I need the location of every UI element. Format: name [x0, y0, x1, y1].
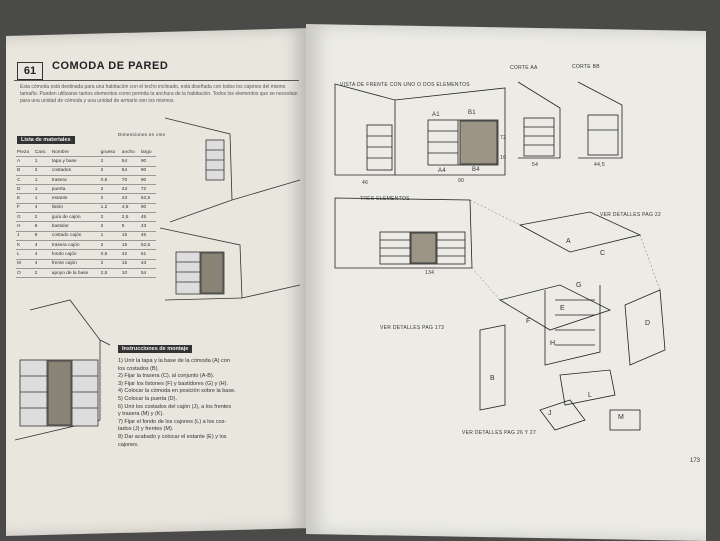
intro-text: Esta cómoda está destinada para una habitación con el techo inclinado, está diseñada con todos los cajones del mismo tamaño. Pueden utilizarse tantos elementos como permita la anchura de la habitación. Todos los elementos que se necesitan para una unidad de cómoda y una unidad de armario son los mismos.: [20, 84, 298, 104]
front-view-label: VISTA DE FRENTE CON UNO O DOS ELEMENTOS: [340, 82, 470, 88]
col-nombre: Nombre: [51, 148, 100, 157]
instruction-line: tados (J) y frentes (M).: [118, 426, 174, 433]
table-cell: 8: [34, 231, 51, 240]
table-cell: 1: [34, 194, 51, 203]
table-cell: listón: [51, 203, 100, 212]
table-cell: 2: [34, 213, 51, 222]
table-cell: 6: [34, 222, 51, 231]
table-cell: 2: [100, 259, 121, 268]
table-cell: 90: [140, 166, 156, 175]
table-cell: 52,5: [140, 240, 156, 249]
table-cell: 90: [140, 175, 156, 184]
dim-10: 10: [500, 155, 507, 161]
table-cell: D: [16, 185, 34, 194]
table-cell: 4: [34, 250, 51, 259]
dim-44: 44,5: [594, 162, 605, 168]
table-cell: trasera: [51, 175, 100, 184]
corte-aa-label: CORTE AA: [510, 65, 538, 71]
detail-22-label: VER DETALLES PAG 22: [600, 212, 662, 218]
exploded-door: [625, 290, 665, 365]
col-ancho: ancho: [121, 148, 140, 157]
part-label-a: A: [566, 238, 571, 245]
table-cell: 2: [100, 157, 121, 166]
table-cell: M: [16, 259, 34, 268]
table-cell: 4,5: [121, 203, 140, 212]
table-cell: fondo cajón: [51, 250, 100, 259]
table-cell: G: [16, 213, 34, 222]
table-cell: 43: [121, 194, 140, 203]
part-label-l: L: [588, 392, 593, 399]
exploded-side-panel: [480, 325, 505, 410]
table-cell: 72: [140, 185, 156, 194]
table-cell: 42: [121, 250, 140, 259]
part-label-e: E: [560, 305, 565, 312]
table-cell: 51: [140, 250, 156, 259]
exploded-drawers: [545, 285, 600, 365]
part-label-j: J: [548, 410, 552, 417]
table-cell: 2: [100, 222, 121, 231]
table-cell: 43: [121, 185, 140, 194]
table-cell: 15: [121, 231, 140, 240]
table-cell: estante: [51, 194, 100, 203]
table-cell: O: [16, 268, 34, 277]
front-view-single: [335, 84, 395, 175]
table-cell: E: [16, 194, 34, 203]
instruction-line: 1) Unir la tapa y la base de la cómoda (A) con: [118, 358, 230, 364]
table-cell: 15: [121, 240, 140, 249]
part-label-c: C: [600, 250, 606, 257]
instruction-line: 2) Fijar la trasera (C), al conjunto (A-B).: [118, 373, 215, 380]
part-label-d: D: [645, 320, 651, 327]
section-bb: [578, 82, 622, 158]
table-cell: apoyo de la base: [51, 268, 100, 277]
exploded-drawer-box: [560, 370, 615, 405]
table-cell: A: [16, 157, 34, 166]
table-cell: 1: [34, 175, 51, 184]
instruction-line: 6) Unir los costados del cajón (J), a los frentes: [118, 403, 232, 410]
page-number: 173: [690, 458, 701, 464]
table-cell: 5: [121, 222, 140, 231]
instruction-line: 4) Colocar la cómoda en posición sobre la base.: [118, 388, 236, 395]
table-cell: 54: [121, 157, 140, 166]
dim-54: 54: [532, 162, 539, 168]
col-largo: largo: [140, 148, 156, 157]
detail-26-label: VER DETALLES PAG 26 Y 27: [462, 430, 537, 436]
table-cell: 1: [34, 185, 51, 194]
exploded-top-panel: [520, 212, 640, 252]
part-label-a1: A1: [432, 112, 440, 118]
table-cell: 43: [140, 259, 156, 268]
instruction-line: los costados (B).: [118, 365, 159, 372]
table-cell: 4: [34, 203, 51, 212]
table-cell: tapa y base: [51, 157, 100, 166]
table-cell: frente cajón: [51, 259, 100, 268]
table-cell: 45: [140, 231, 156, 240]
table-cell: puerta: [51, 185, 100, 194]
table-cell: 54: [140, 268, 156, 277]
part-label-m: M: [618, 414, 625, 421]
detail-173-label: VER DETALLES PAG 173: [380, 325, 445, 331]
part-label-g: G: [576, 282, 582, 289]
table-cell: 10: [121, 268, 140, 277]
table-cell: 2,5: [100, 268, 121, 277]
table-cell: 4: [34, 240, 51, 249]
part-label-b1: B1: [468, 110, 476, 116]
table-cell: costados: [51, 166, 100, 175]
table-cell: 45: [140, 213, 156, 222]
col-grueso: grueso: [100, 148, 121, 157]
instruction-line: 7) Fijar el fondo de los cajones (L) a los cos-: [118, 418, 227, 425]
table-cell: 2: [100, 166, 121, 175]
table-cell: L: [16, 250, 34, 259]
part-label-f: F: [526, 318, 531, 325]
table-cell: 2: [100, 194, 121, 203]
part-label-h: H: [550, 340, 556, 347]
table-cell: H: [16, 222, 34, 231]
col-pieza: Pieza: [16, 148, 34, 157]
table-cell: 4: [34, 259, 51, 268]
table-cell: bastidor: [51, 222, 100, 231]
table-cell: 1: [34, 157, 51, 166]
table-cell: J: [16, 231, 34, 240]
table-cell: F: [16, 203, 34, 212]
table-cell: 0,6: [100, 250, 121, 259]
instruction-line: 3) Fijar los listones (F) y bastidores (G) y (H).: [118, 380, 229, 387]
project-number: 61: [17, 62, 43, 80]
three-elements-view: [335, 198, 472, 268]
part-label-a4: A4: [438, 168, 446, 174]
table-cell: 2,5: [121, 213, 140, 222]
table-cell: costado cajón: [51, 231, 100, 240]
instruction-line: y trasera (M) y (K).: [118, 411, 164, 418]
table-cell: 54: [121, 166, 140, 175]
table-cell: B: [16, 166, 34, 175]
instructions-heading: Instrucciones de montaje: [118, 345, 192, 353]
table-cell: 52,5: [140, 194, 156, 203]
instruction-line: 8) Dar acabado y colocar el estante (E) y los: [118, 433, 227, 440]
table-cell: 2: [100, 185, 121, 194]
table-cell: 90: [140, 157, 156, 166]
table-cell: 2: [34, 166, 51, 175]
part-label-b4: B4: [472, 167, 480, 173]
table-cell: 1,2: [100, 203, 121, 212]
dim-90: 90: [458, 178, 465, 184]
table-cell: 2: [100, 240, 121, 249]
table-cell: trasera cajón: [51, 240, 100, 249]
instruction-line: 5) Colocar la puerta (D).: [118, 395, 177, 402]
dim-46: 46: [362, 180, 369, 186]
part-label-b: B: [490, 375, 495, 382]
table-cell: guía de cajón: [51, 213, 100, 222]
col-cant: Cant.: [34, 148, 51, 157]
corte-bb-label: CORTE BB: [572, 64, 600, 70]
dim-134: 134: [425, 270, 435, 276]
table-cell: 0,6: [100, 175, 121, 184]
table-cell: 43: [140, 222, 156, 231]
instruction-line: cajones.: [118, 441, 139, 448]
table-cell: 70: [121, 175, 140, 184]
three-elements-label: TRES ELEMENTOS: [360, 196, 410, 202]
table-cell: 1: [100, 231, 121, 240]
table-cell: 2: [34, 268, 51, 277]
table-cell: C: [16, 175, 34, 184]
table-cell: 2: [100, 213, 121, 222]
table-cell: K: [16, 240, 34, 249]
table-cell: 15: [121, 259, 140, 268]
materials-subheading: Dimensiones en cms: [118, 132, 166, 137]
dim-72: 72: [500, 135, 507, 141]
table-cell: 90: [140, 203, 156, 212]
page-title: COMODA DE PARED: [52, 60, 169, 72]
materials-heading: Lista de materiales: [17, 136, 75, 144]
